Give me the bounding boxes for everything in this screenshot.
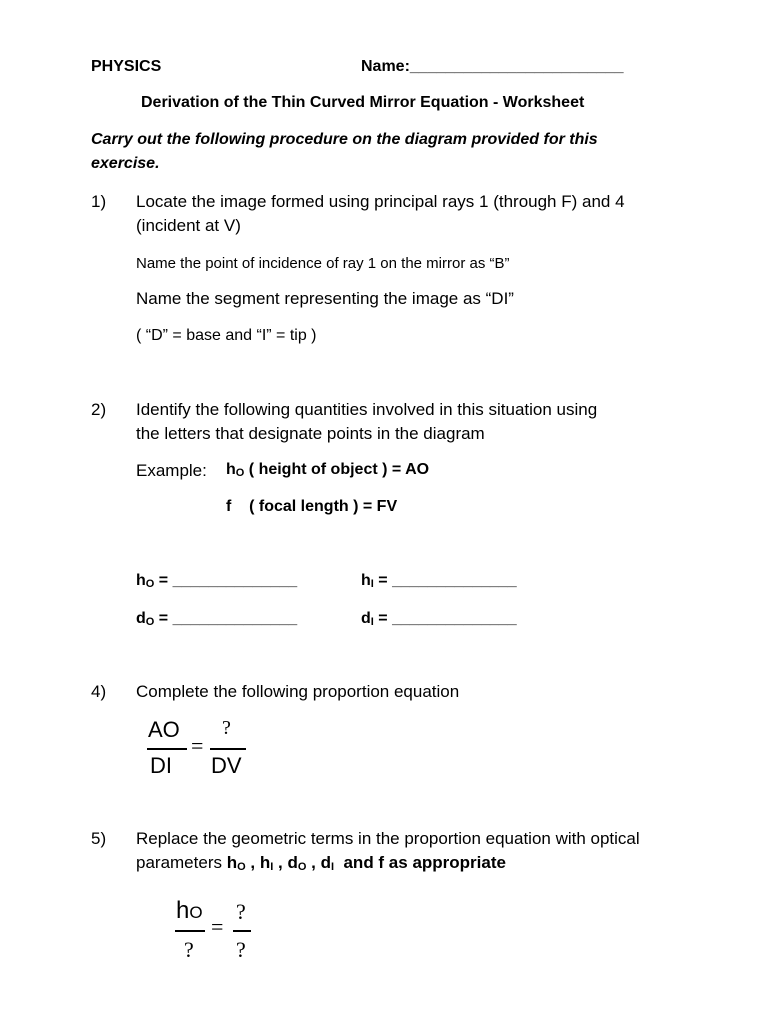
step-1-line-1: Locate the image formed using principal rays 1 (through F) and 4 bbox=[136, 192, 625, 211]
worksheet-title: Derivation of the Thin Curved Mirror Equation - Worksheet bbox=[141, 94, 585, 111]
step-1-note-3: ( “D” = base and “I” = tip ) bbox=[136, 327, 317, 344]
eq5-fraction-bar-left bbox=[175, 930, 205, 932]
intro-line-2: exercise. bbox=[91, 155, 160, 172]
field-d-image: $d_I$ = ______________ bbox=[361, 610, 517, 628]
example-1: $h_O$ ( height of object ) = AO bbox=[226, 461, 430, 479]
intro-line-1: Carry out the following procedure on the diagram provided for this bbox=[91, 131, 598, 148]
fraction-bar-left bbox=[147, 748, 187, 750]
example-label: Example: bbox=[136, 461, 207, 480]
fraction-bar-right bbox=[210, 748, 246, 750]
step-2-line-2: the letters that designate points in the diagram bbox=[136, 424, 485, 443]
eq5-equals-sign: = bbox=[211, 914, 224, 939]
step-1-number: 1) bbox=[91, 192, 107, 211]
eq5-numerator-left: hO bbox=[176, 897, 203, 924]
eq-numerator-right: ? bbox=[222, 717, 231, 739]
subject-label: PHYSICS bbox=[91, 58, 162, 75]
eq-equals-sign: = bbox=[191, 733, 204, 758]
step-1-line-2: (incident at V) bbox=[136, 216, 241, 235]
eq5-denominator-left: ? bbox=[184, 937, 194, 962]
step-4-number: 4) bbox=[91, 682, 107, 701]
step-1-note-2: Name the segment representing the image as “DI” bbox=[136, 289, 514, 308]
eq5-fraction-bar-right bbox=[233, 930, 251, 932]
eq-denominator-left: DI bbox=[150, 753, 172, 778]
field-d-object: $d_O$ = ______________ bbox=[136, 610, 298, 628]
example-2: f ( focal length ) = FV bbox=[226, 498, 398, 515]
step-5-line-2: parameters $h_O$ , $h_I$ , $d_O$ , $d_I$ and f as appropriate bbox=[136, 853, 506, 873]
field-h-image: $h_I$ = ______________ bbox=[361, 572, 517, 590]
field-h-object: $h_O$ = ______________ bbox=[136, 572, 298, 590]
step-5-line-1: Replace the geometric terms in the proportion equation with optical bbox=[136, 829, 640, 848]
eq-denominator-right: DV bbox=[211, 753, 242, 778]
step-1-note-1: Name the point of incidence of ray 1 on the mirror as “B” bbox=[136, 255, 510, 272]
step-4-text: Complete the following proportion equation bbox=[136, 682, 460, 701]
step-2-line-1: Identify the following quantities involved in this situation using bbox=[136, 400, 598, 419]
eq-numerator-left: AO bbox=[148, 717, 180, 742]
name-field-label: Name:________________________ bbox=[361, 58, 624, 75]
step-5-number: 5) bbox=[91, 829, 107, 848]
step-2-number: 2) bbox=[91, 400, 107, 419]
eq5-denominator-right: ? bbox=[236, 937, 246, 962]
eq5-numerator-right: ? bbox=[236, 899, 246, 924]
